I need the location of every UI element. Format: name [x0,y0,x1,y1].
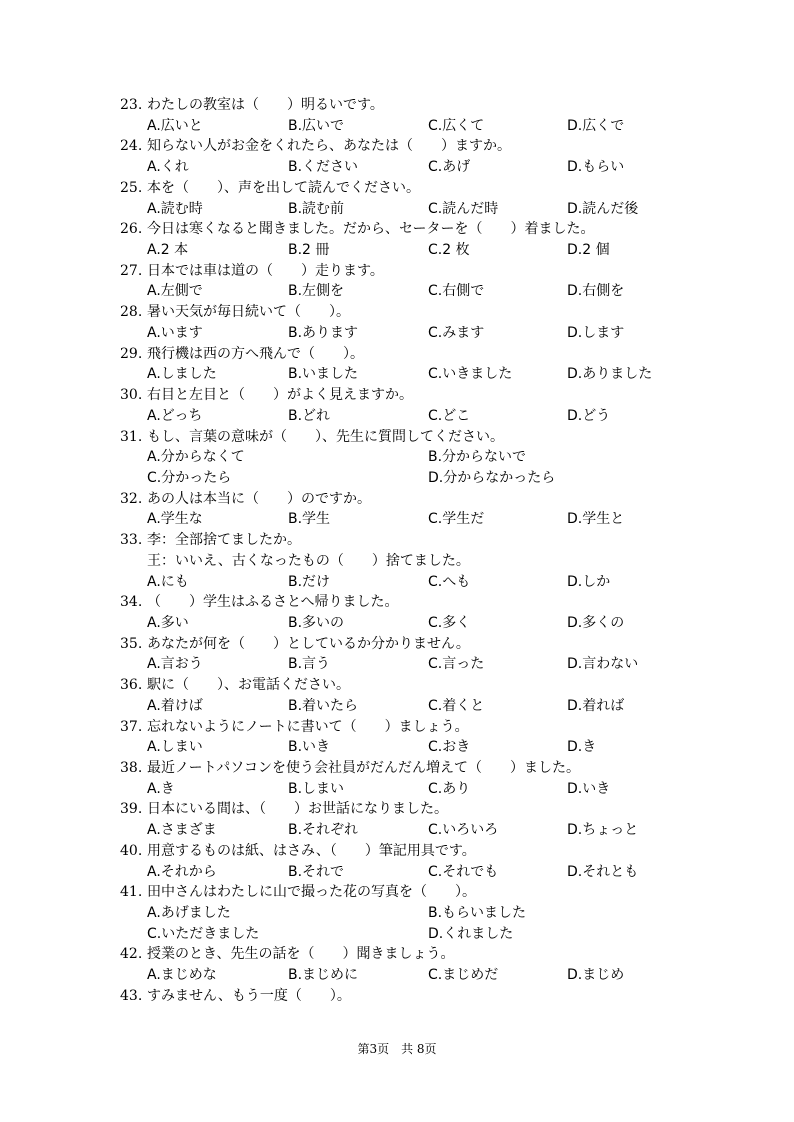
question-item [120,841,680,882]
question-text: 李：全部捨てましたか。 [147,532,301,549]
answer-option: A.き [147,780,175,797]
question-stem [120,675,680,696]
answer-option: A.読む時 [147,200,203,217]
answer-option: A.くれ [147,159,189,176]
answer-options [120,654,680,675]
answer-option: D.2 個 [567,242,610,259]
answer-options [120,965,680,986]
question-number: 23. [120,97,143,113]
question-item [120,302,680,343]
answer-option: B.しまい [288,780,345,797]
answer-option: C.それでも [428,863,499,880]
question-item [120,986,680,1007]
question-stem [120,944,680,965]
question-text: 最近ノートパソコンを使う会社員がだんだん増えて（ ）ました。 [147,760,581,776]
answer-options [120,447,680,468]
question-stem [120,634,680,655]
answer-option: C.分かったら [147,469,232,486]
answer-options [120,903,680,924]
answer-option: A.着けば [147,697,203,714]
question-text: 知らない人がお金をくれたら、あなたは（ ）ますか。 [147,138,511,155]
answer-option: D.まじめ [567,967,625,984]
answer-option: B.いました [288,366,359,383]
answer-option: C.みます [428,324,485,341]
question-text: 忘れないようにノートに書いて（ ）ましょう。 [147,718,469,735]
answer-option: A.それから [147,863,217,880]
question-item [120,799,680,840]
answer-options [120,924,680,945]
answer-option: C.言った [428,656,485,673]
answer-option: A.まじめな [147,967,217,984]
question-text: もし、言葉の意味が（ ）、先生に質問してください。 [147,428,504,445]
answer-option: A.多い [147,614,189,631]
answer-option: C.おき [428,739,471,756]
question-number: 27. [120,262,143,279]
answer-option: A.さまざま [147,822,217,839]
answer-option: A.あげました [147,905,231,922]
question-number: 28. [120,304,143,321]
question-item [120,530,680,592]
answer-option: B.分からないで [428,449,527,466]
answer-option: D.それとも [567,863,639,880]
question-number: 37. [120,718,143,735]
answer-option: C.読んだ時 [428,200,499,217]
question-item [120,882,680,944]
answer-option: B.言う [288,656,331,673]
answer-option: D.します [567,324,625,341]
answer-option: C.どこ [428,407,471,424]
question-text: あの人は本当に（ ）のですか。 [147,490,371,507]
answer-options [120,199,680,220]
question-number: 41. [120,884,143,901]
answer-option: C.右側で [428,283,485,300]
question-stem [120,95,680,116]
answer-option: C.着くと [428,697,485,714]
answer-option: B.だけ [288,573,331,590]
answer-options [120,116,680,137]
question-stem [120,530,680,551]
question-stem [120,136,680,157]
answer-option: B.2 冊 [288,242,330,259]
answer-option: D.分からなかったら [428,469,556,486]
question-number: 39. [120,801,143,818]
question-item [120,261,680,302]
answer-option: C.あり [428,780,471,797]
answer-option: D.もらい [567,159,625,176]
question-number: 32. [120,490,143,507]
question-item [120,758,680,799]
page-footer: 第3页 共 8页 [357,1042,437,1056]
answer-options [120,509,680,530]
answer-option: B.広いで [288,117,345,134]
answer-option: B.いき [288,739,331,756]
question-stem [120,489,680,510]
answer-options [120,572,680,593]
answer-option: C.多く [428,614,471,631]
question-text: 飛行機は西の方へ飛んで（ ）。 [147,345,364,362]
question-number: 42. [120,946,143,963]
answer-options [120,613,680,634]
question-stem [120,758,680,779]
question-text: 右目と左目と（ ）がよく見えますか。 [147,387,413,404]
answer-options [120,281,680,302]
question-number: 40. [120,842,143,859]
answer-option: B.どれ [288,407,331,424]
answer-option: B.読む前 [288,200,345,217]
answer-option: A.います [147,324,203,341]
question-stem [120,261,680,282]
question-text: 今日は寒くなると聞きました。だから、セーターを（ ）着ました。 [147,221,595,238]
question-item [120,675,680,716]
answer-option: B.あります [288,324,359,341]
question-item [120,344,680,385]
answer-option: B.着いたら [288,697,359,714]
question-stem [120,302,680,323]
answer-option: C.学生だ [428,511,485,528]
answer-option: D.多くの [567,614,625,631]
answer-options [120,862,680,883]
question-number: 35. [120,635,143,652]
answer-option: A.どっち [147,407,203,424]
answer-option: B.もらいました [428,905,527,922]
question-list [120,95,680,1007]
question-item [120,178,680,219]
answer-option: D.しか [567,573,611,590]
answer-option: A.しました [147,366,217,383]
question-text: （ ）学生はふるさとへ帰りました。 [147,594,399,611]
answer-option: D.着れば [567,697,625,714]
answer-option: A.広いと [147,117,203,134]
answer-option: D.くれました [428,925,514,942]
answer-option: D.言わない [567,656,639,673]
answer-options [120,779,680,800]
answer-options [120,240,680,261]
question-text: 日本では車は道の（ ）走ります。 [147,262,384,279]
question-text: 日本にいる間は、（ ）お世話になりました。 [147,801,448,818]
question-text: 授業のとき、先生の話を（ ）聞きましょう。 [147,946,455,963]
answer-options [120,696,680,717]
answer-option: D.ありました [567,366,653,383]
question-stem [120,592,680,613]
answer-option: A.言おう [147,656,203,673]
question-text: わたしの教室は（ ）明るいです。 [147,97,384,113]
question-text: 王：いいえ、古くなったもの（ ）捨てました。 [147,552,470,569]
answer-option: A.にも [147,573,189,590]
answer-option: D.広くで [567,117,625,134]
question-stem [120,841,680,862]
answer-option: C.いきました [428,366,513,383]
question-stem [120,717,680,738]
answer-option: A.分からなくて [147,449,245,466]
answer-options [120,323,680,344]
answer-option: A.しまい [147,739,203,756]
question-number: 36. [120,677,143,694]
question-text: 田中さんはわたしに山で撮った花の写真を（ ）。 [147,884,476,901]
answer-option: D.どう [567,407,611,424]
question-stem [120,986,680,1007]
question-item [120,944,680,985]
answer-option: B.多いの [288,614,345,631]
question-number: 30. [120,387,143,404]
question-item [120,136,680,177]
question-number: 33. [120,532,143,549]
question-item [120,95,680,136]
question-text: 本を（ ）、声を出して読んでください。 [147,179,420,196]
question-item [120,385,680,426]
answer-option: C.2 枚 [428,242,470,259]
question-item [120,427,680,489]
answer-option: C.まじめだ [428,967,499,984]
question-text: すみません、もう一度（ ）。 [147,987,351,1004]
answer-option: D.き [567,739,597,756]
question-stem [120,799,680,820]
answer-option: D.ちょっと [567,822,639,839]
answer-option: C.へも [428,573,471,590]
question-stem [120,178,680,199]
answer-option: B.学生 [288,511,331,528]
question-number: 31. [120,428,143,445]
answer-option: B.それで [288,863,345,880]
question-stem [120,882,680,903]
question-text: 用意するものは紙、はさみ、（ ）筆記用具です。 [147,842,476,859]
question-item [120,219,680,260]
answer-option: B.左側を [288,283,345,300]
answer-options [120,364,680,385]
answer-options [120,406,680,427]
answer-option: C.広くて [428,117,485,134]
answer-option: B.まじめに [288,967,359,984]
question-number: 34. [120,594,143,611]
question-text: あなたが何を（ ）としているか分かりません。 [147,635,470,652]
question-item [120,489,680,530]
answer-option: D.学生と [567,511,625,528]
answer-option: A.2 本 [147,242,189,259]
question-number: 25. [120,179,143,196]
answer-option: D.右側を [567,283,625,300]
answer-options [120,157,680,178]
question-stem [120,385,680,406]
question-number: 24. [120,138,143,155]
question-stem [120,219,680,240]
question-number: 26. [120,221,143,238]
answer-option: D.いき [567,780,611,797]
question-text: 駅に（ ）、お電話ください。 [147,677,350,694]
answer-option: A.左側で [147,283,203,300]
question-number: 43. [120,987,143,1004]
answer-options [120,820,680,841]
question-stem [120,344,680,365]
answer-option: D.読んだ後 [567,200,639,217]
answer-options [120,468,680,489]
answer-options [120,737,680,758]
question-number: 38. [120,760,143,776]
question-stem [120,427,680,448]
question-item [120,634,680,675]
answer-option: B.ください [288,159,359,176]
answer-option: A.学生な [147,511,203,528]
answer-option: C.いろいろ [428,822,499,839]
question-text: 暑い天気が毎日続いて（ ）。 [147,304,350,321]
question-item [120,592,680,633]
question-number: 29. [120,345,143,362]
question-item [120,717,680,758]
question-stem [120,551,680,572]
answer-option: B.それぞれ [288,822,359,839]
answer-option: C.あげ [428,159,471,176]
answer-option: C.いただきました [147,925,260,942]
